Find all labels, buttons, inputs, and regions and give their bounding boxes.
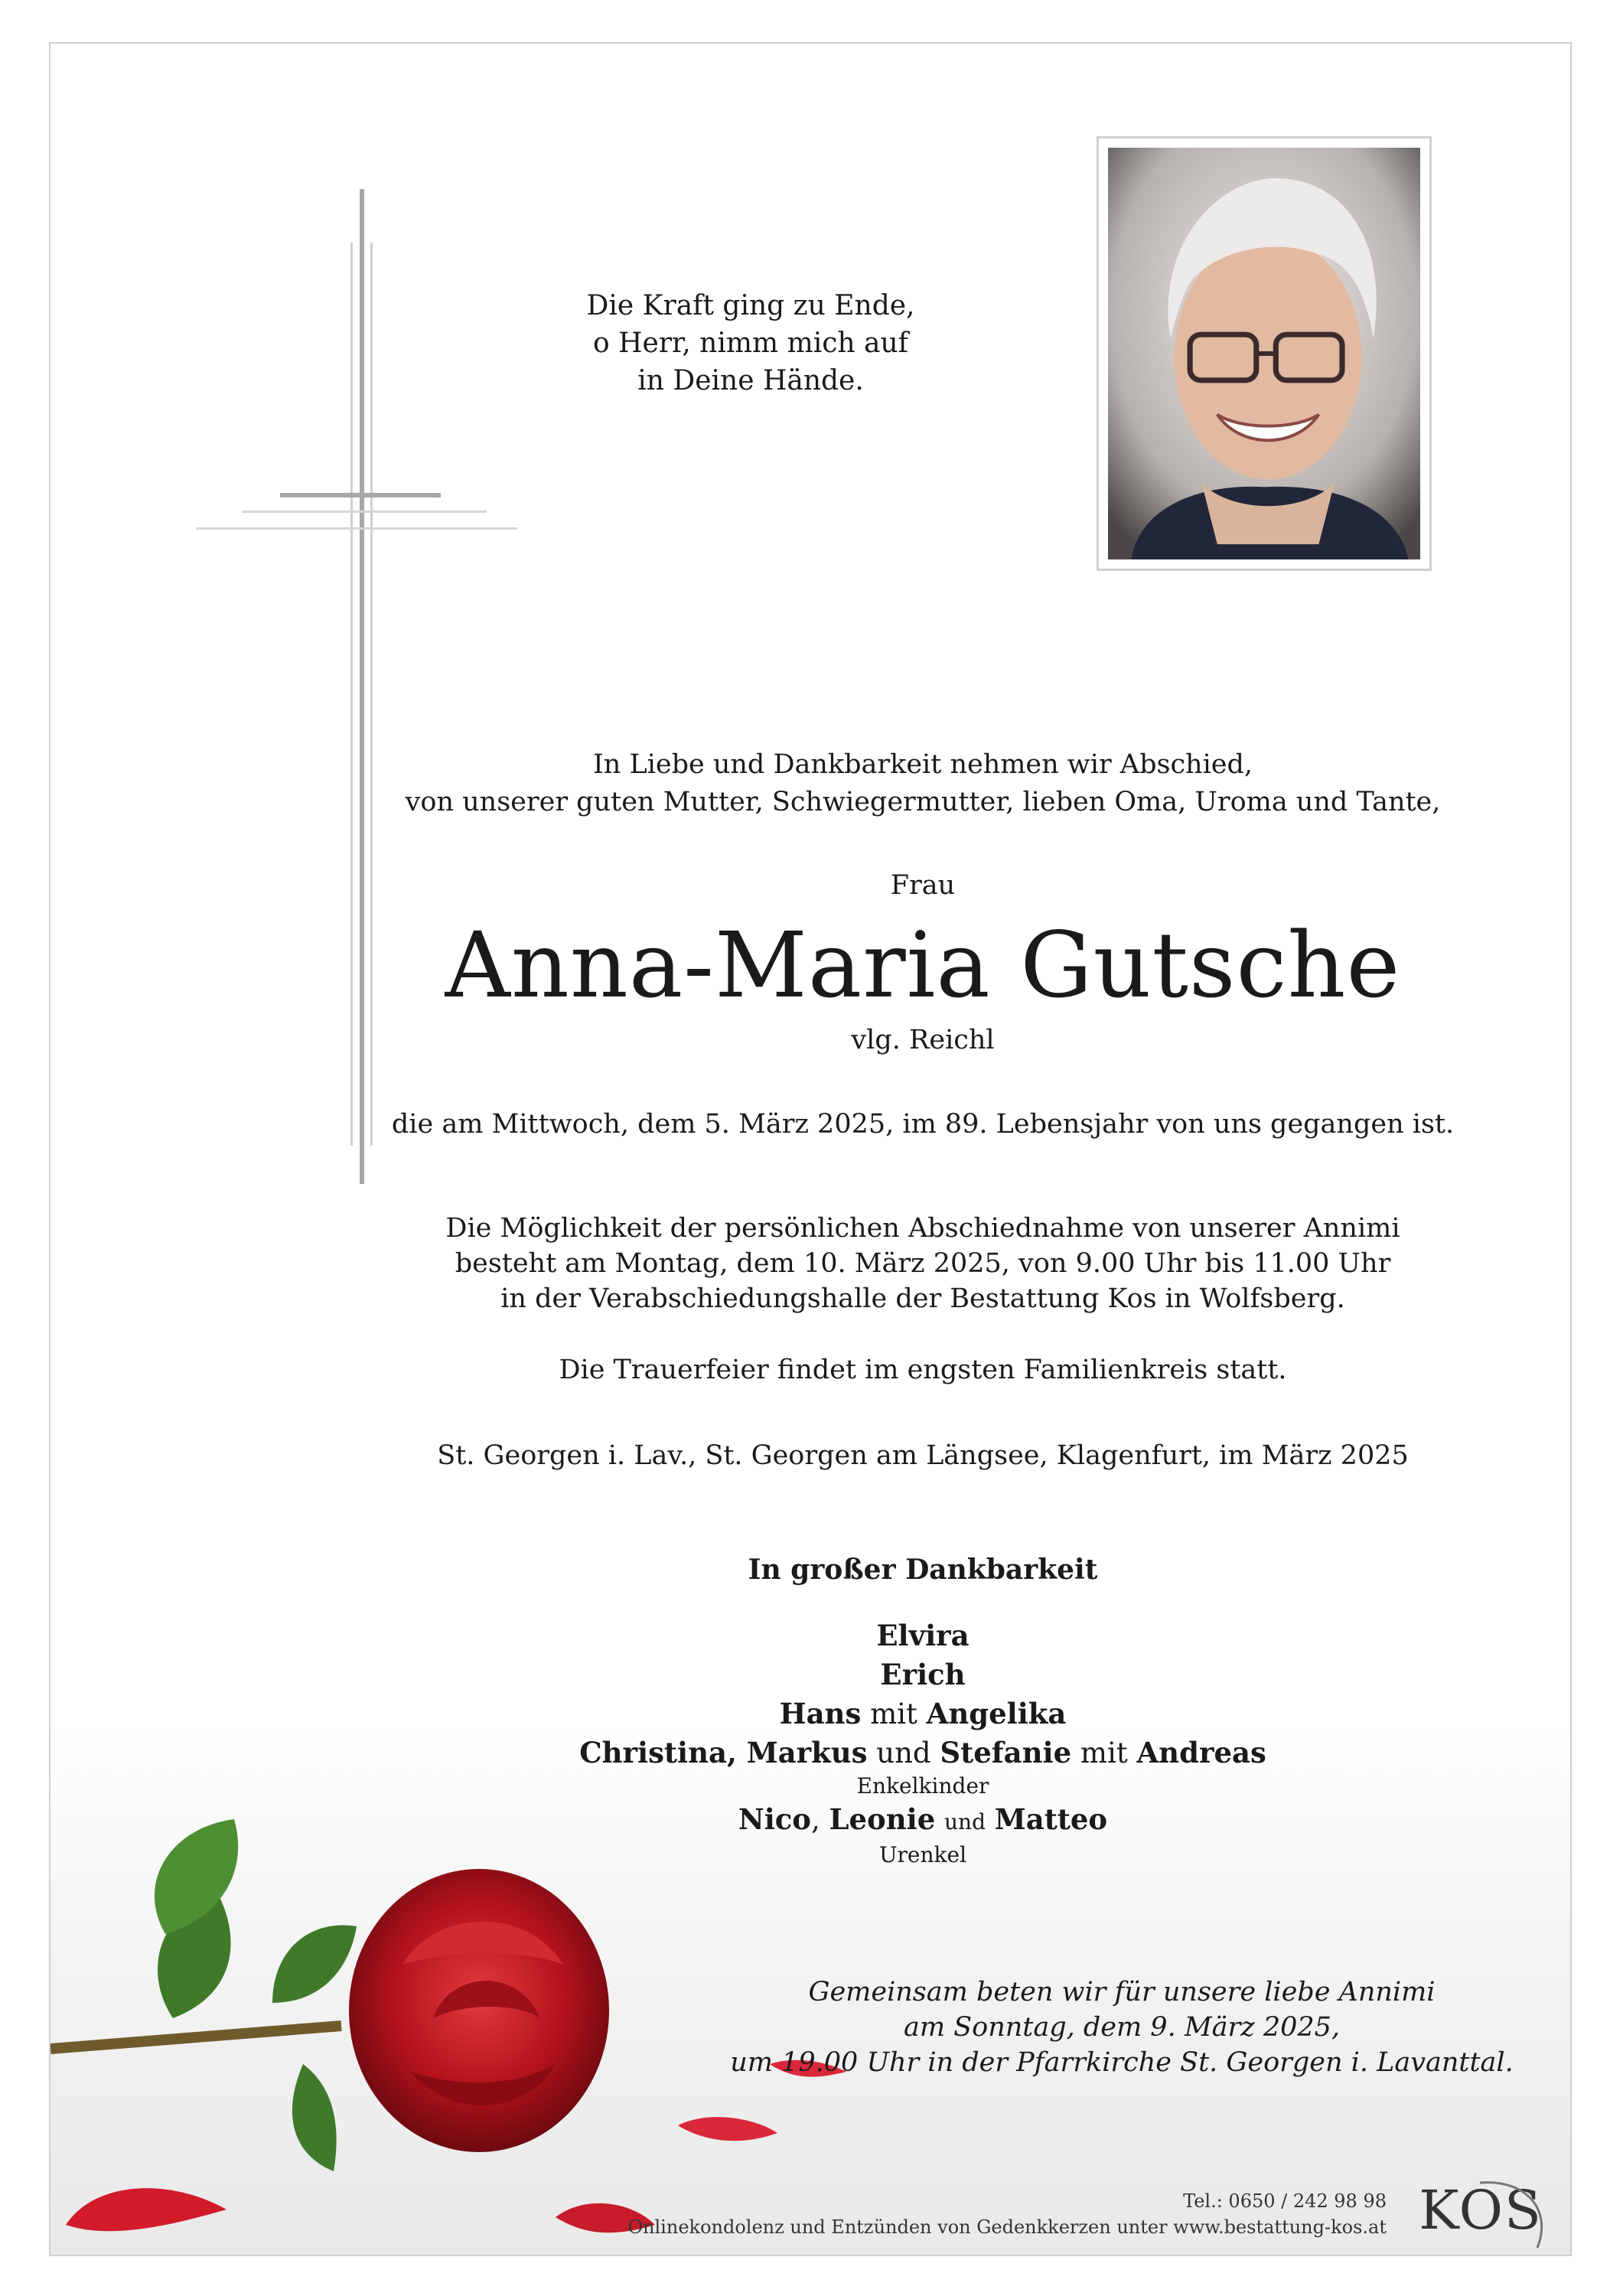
- footer: [627, 2188, 1387, 2240]
- family-member: Nico: [738, 1802, 811, 1836]
- family-member: Hans: [779, 1697, 862, 1730]
- verse-line: o Herr, nimm mich auf: [593, 328, 908, 359]
- footer-online: Onlinekondolenz und Entzünden von Gedenkkerzen unter www.bestattung-kos.at: [627, 2216, 1387, 2238]
- prayer-line: am Sonntag, dem 9. März 2025,: [903, 2012, 1341, 2043]
- intro-line: In Liebe und Dankbarkeit nehmen wir Abschied,: [592, 749, 1253, 780]
- intro-line: von unserer guten Mutter, Schwiegermutter, lieben Oma, Uroma und Tante,: [405, 787, 1441, 817]
- connector: mit: [1080, 1737, 1128, 1769]
- verse-line: in Deine Hände.: [637, 365, 864, 396]
- places-date: St. Georgen i. Lav., St. Georgen am Längsee, Klagenfurt, im März 2025: [437, 1440, 1409, 1471]
- viewing-line: Die Möglichkeit der persönlichen Abschiednahme von unserer Annimi: [445, 1213, 1400, 1244]
- family-member: Elvira: [876, 1619, 970, 1652]
- intro-text: [295, 746, 1550, 821]
- prayer-line: um 19.00 Uhr in der Pfarrkirche St. Georgen i. Lavanttal.: [730, 2047, 1514, 2078]
- connector: mit: [870, 1698, 917, 1730]
- death-notice: die am Mittwoch, dem 5. März 2025, im 89. Lebensjahr von uns gegangen ist.: [391, 1109, 1455, 1140]
- family-member: Angelika: [926, 1697, 1067, 1730]
- family-member: Erich: [880, 1658, 966, 1691]
- prayer-info: [701, 1975, 1543, 2080]
- portrait-photo: [1097, 136, 1432, 571]
- funeral-info: Die Trauerfeier findet im engsten Familienkreis statt.: [559, 1355, 1287, 1385]
- connector: ,: [810, 1803, 820, 1836]
- family-member: Andreas: [1136, 1736, 1266, 1769]
- family-member: Stefanie: [940, 1736, 1072, 1769]
- vulgo-name: vlg. Reichl: [851, 1025, 995, 1055]
- viewing-line: in der Verabschiedungshalle der Bestattung Kos in Wolfsberg.: [500, 1283, 1345, 1314]
- logo-arc-icon: [1465, 2171, 1556, 2255]
- viewing-info: [295, 1211, 1550, 1316]
- family-member: Leonie: [829, 1802, 936, 1836]
- family-member: Christina, Markus: [579, 1736, 868, 1769]
- salutation: Frau: [890, 870, 956, 901]
- connector: und: [876, 1737, 931, 1769]
- viewing-line: besteht am Montag, dem 10. März 2025, von 9.00 Uhr bis 11.00 Uhr: [455, 1248, 1391, 1279]
- prayer-line: Gemeinsam beten wir für unsere liebe Annimi: [808, 1977, 1436, 2007]
- connector: und: [944, 1809, 986, 1835]
- family-member: Matteo: [994, 1802, 1108, 1836]
- footer-phone: Tel.: 0650 / 242 98 98: [1183, 2190, 1387, 2212]
- deceased-name: Anna-Maria Gutsche: [445, 912, 1401, 1018]
- obituary-card: [49, 42, 1572, 2256]
- kos-logo: KOS: [1419, 2179, 1543, 2242]
- relation-label: Urenkel: [878, 1842, 967, 1867]
- relation-label: Enkelkinder: [856, 1773, 989, 1799]
- verse-line: Die Kraft ging zu Ende,: [586, 290, 915, 321]
- verse: [578, 287, 923, 400]
- thanks-title: In großer Dankbarkeit: [748, 1554, 1098, 1586]
